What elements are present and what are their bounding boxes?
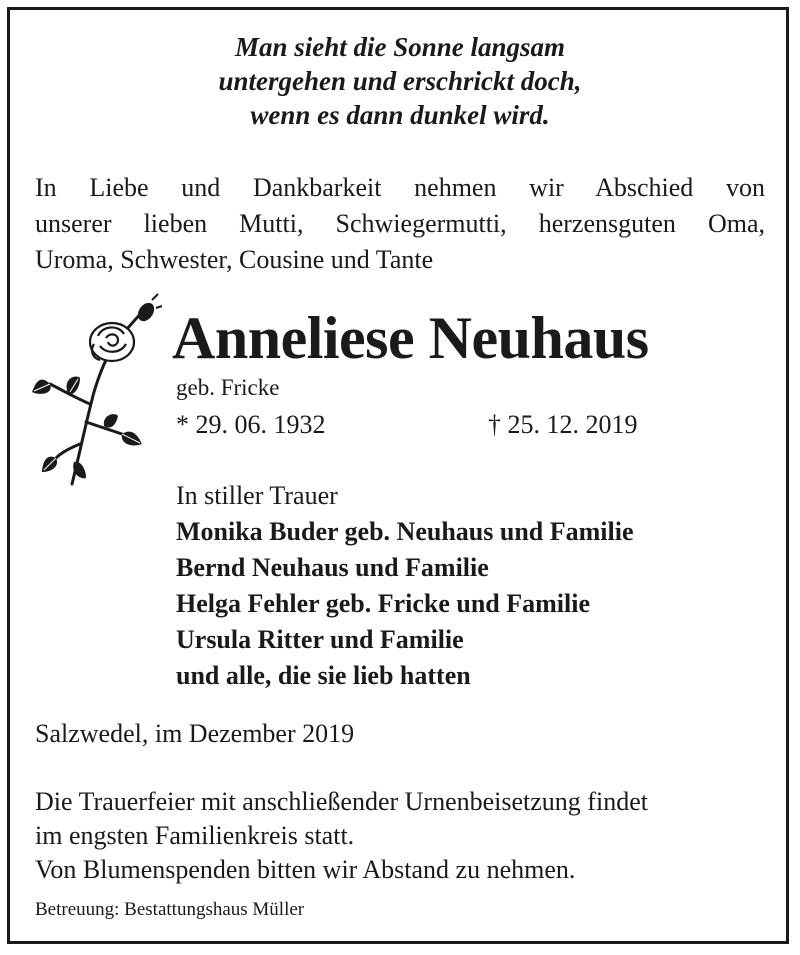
mourner-entry: Bernd Neuhaus und Familie [176,553,489,582]
death-date: † 25. 12. 2019 [488,410,638,439]
motto-line: wenn es dann dunkel wird. [250,100,550,130]
notice-line: Die Trauerfeier mit anschließender Urnenbeisetzung findet [35,787,648,816]
funeral-notice [35,785,648,887]
funeral-home-credit: Betreuung: Bestattungshaus Müller [35,899,305,920]
birth-date: * 29. 06. 1932 [176,410,326,439]
place-date: Salzwedel, im Dezember 2019 [35,719,355,748]
intro-line: unserer lieben Mutti, Schwiegermutti, herzensguten Oma, [35,209,765,238]
mourners-heading: In stiller Trauer [176,481,338,510]
mourner-entry: Ursula Ritter und Familie [176,625,464,654]
mourner-entry: Helga Fehler geb. Fricke und Familie [176,589,591,618]
rose-icon [28,292,163,492]
motto-line: untergehen und erschrickt doch, [218,66,582,96]
motto-verse [0,30,800,132]
intro-line: In Liebe und Dankbarkeit nehmen wir Abschied von [35,173,765,202]
maiden-name: geb. Fricke [176,375,280,400]
motto-line: Man sieht die Sonne langsam [234,32,566,62]
mourner-entry: und alle, die sie lieb hatten [176,661,471,690]
mourners-list [176,478,634,694]
deceased-name: Anneliese Neuhaus [172,305,649,371]
notice-line: Von Blumenspenden bitten wir Abstand zu nehmen. [35,855,576,884]
intro-text [35,170,765,278]
mourner-entry: Monika Buder geb. Neuhaus und Familie [176,517,634,546]
notice-line: im engsten Familienkreis statt. [35,821,355,850]
intro-line: Uroma, Schwester, Cousine und Tante [35,245,434,274]
